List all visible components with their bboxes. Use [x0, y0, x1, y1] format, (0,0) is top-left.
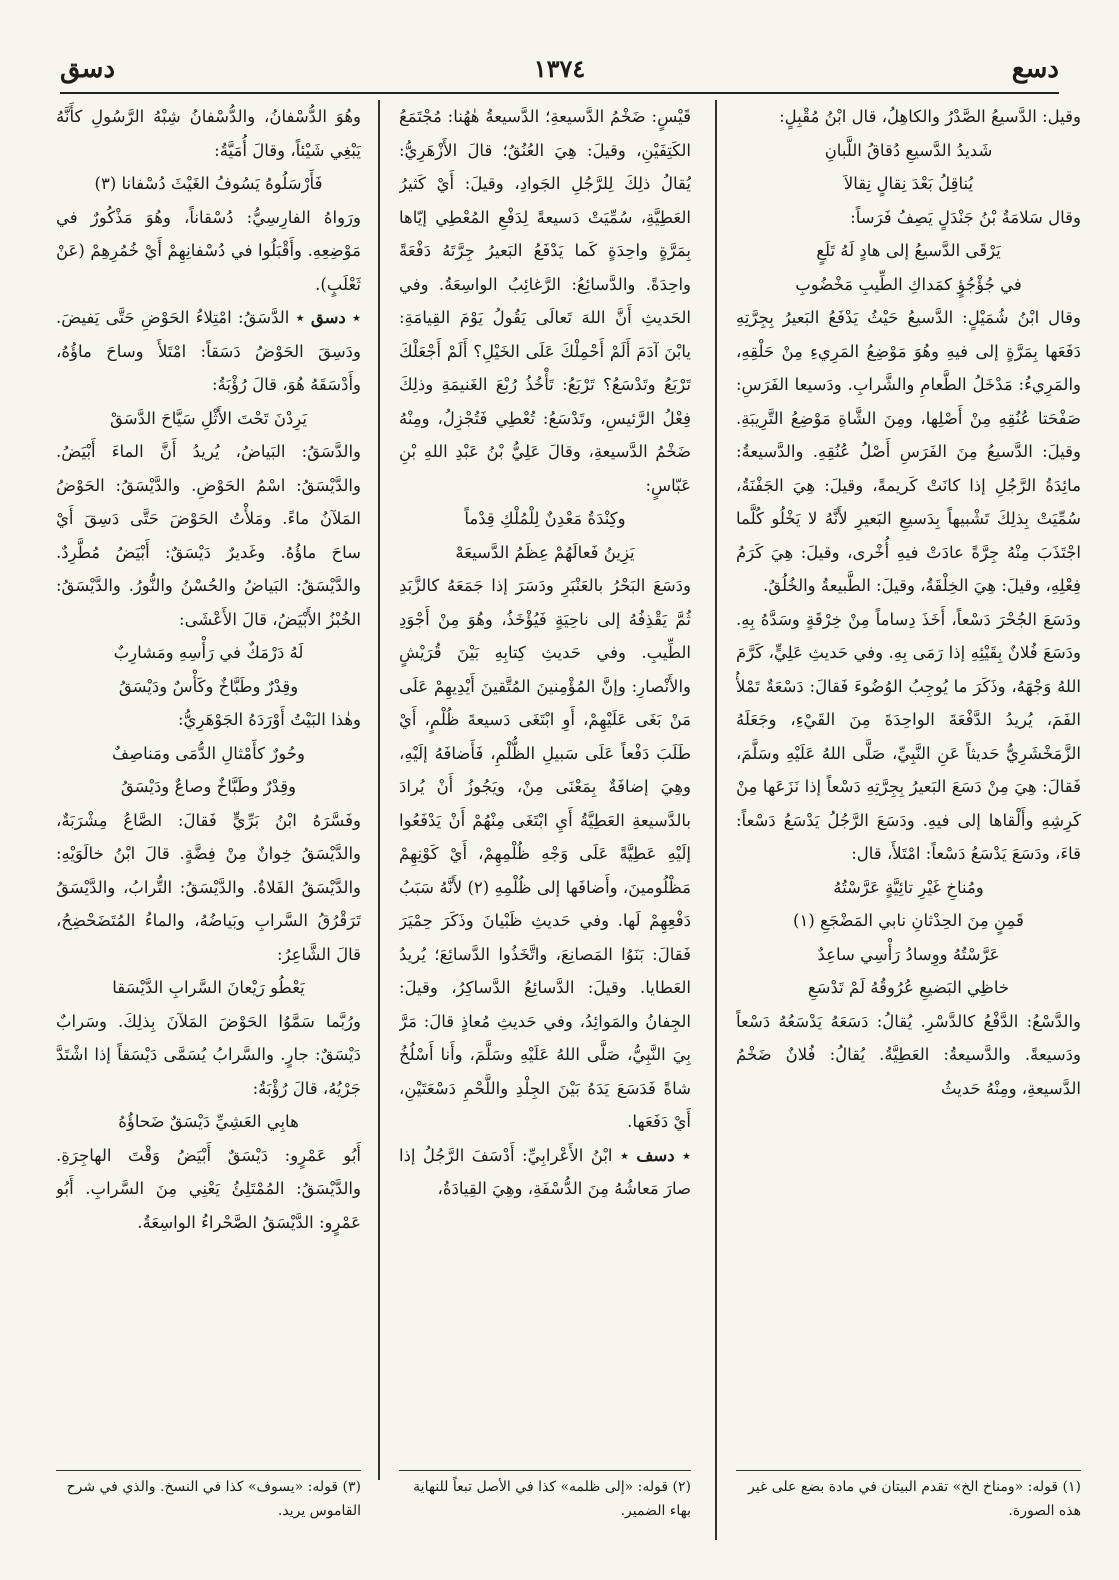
text-paragraph: ودَسَعَ البَحْرُ بالعَنْبَرِ ودَسَرَ إذا جَمَعَهُ كالزَّبَدِ ثُمَّ يَقْذِفُهُ إلى ناحِيَةٍ فَيُؤْخَذُ، وهُوَ مِنْ أَجْوَدِ الطِّيبِ. وفي حَديثِ كِتابِهِ بَيْنَ قُرَيْشٍ والأَنْصارِ: وإنَّ المُؤْمِنينَ المُتَّقينَ أَيْدِيهِمْ عَلَى مَنْ بَغَى عَلَيْهِمْ، أَوِ ابْتَغَى دَسيعةَ ظُلْمٍ، أَيْ طَلَبَ دَفْعاً عَلَى سَبيلِ الظُّلْمِ، فَأَضافَهُ إلَيْهِ، وهِيَ إضافَةٌ بِمَعْنَى مِنْ، ويَجُوزُ أَنْ يُرادَ بالدَّسيعةِ العَطِيَّةُ أَيِ ابْتَغَى مِنْهُمْ أَنْ يَدْفَعُوا إلَيْهِ عَطِيَّةً عَلَى وَجْهِ ظُلْمِهِمْ، أَيْ كَوْنِهِمْ مَظْلُومينَ، وأَضافَها إلى ظُلْمِهِ (٢) لأَنَّهُ سَبَبُ دَفْعِهِمْ لَها. وفي حَديثِ ظَبْيانَ وذَكَرَ حِمْيَرَ فَقالَ: بَنَوُا المَصانِعَ، واتَّخَذُوا الدَّسائِعَ؛ يُريدُ العَطايا. وقيلَ: الدَّسائِعُ الدَّساكِرُ، وقيلَ: الجِفانُ والمَوائِدُ، وفي حَديثِ مُعاذٍ قالَ: مَرَّ بِيَ النَّبِيُّ، صَلَّى اللهُ عَلَيْهِ وسَلَّمَ، وأَنا أَسْلُخُ شاةً فَدَسَعَ يَدَهُ بَيْنَ الجِلْدِ واللَّحْمِ دَسْعَتَيْنِ، أَيْ دَفَعَها. [399, 576, 691, 1131]
text-paragraph: وقال ابْنُ شُمَيْلٍ: الدَّسيعُ حَيْثُ يَدْفَعُ البَعيرُ بِجِرَّتِهِ دَفَعَها بِمَرَّةٍ إلى فيهِ وهُوَ مَوْضِعُ المَرِيءِ مِنْ حَلْقِهِ، والمَرِيءُ: مَدْخَلُ الطَّعامِ والشَّرابِ. ودَسيعا الفَرَسِ: صَفْحَتا عُنُقِهِ مِنْ أَصْلِها، ومِنَ الشَّاةِ مَوْضِعُ التَّرِيبَةِ. وقيلَ: الدَّسيعُ مِنَ الفَرَسِ أَصْلُ عُنُقِهِ. والدَّسيعةُ: مائِدَةُ الرَّجُلِ إذا كانَتْ كَريمةً، وقيلَ: هِيَ الجَفْنَةُ، سُمِّيَتْ بِذلِكَ تَشْبيهاً بِدَسيعِ البَعيرِ لأَنَّهُ لا يَخْلُو كُلَّما اجْتَذَبَ مِنْهُ جِرَّةً عادَتْ فيهِ أُخْرى، وقيلَ: هِيَ كَرَمُ فِعْلِهِ، وقيلَ: هِيَ الخِلْقَةُ، وقيلَ: الطَّبيعةُ والخُلُقُ. [736, 308, 1081, 595]
verse-line: قَمِنٍ مِنَ الحِدْثانِ نابي المَضْجَعِ (١) [793, 911, 1024, 930]
column-right [736, 100, 1081, 1460]
text-paragraph: ودَسَعَ الجُحْرَ دَسْعاً، أَخَذَ دِساماً مِنْ خِرْقَةٍ وسَدَّهُ بِهِ. ودَسَعَ فُلانٌ بِقَيْئِهِ إذا رَمَى بِهِ. وفي حَديثِ عَلِيٍّ، كَرَّمَ اللهُ وَجْهَهُ، وذَكَرَ ما يُوجِبُ الوُضُوءَ فَقالَ: دَسْعَةٌ تَمْلأُ الفَمَ، يُريدُ الدَّفْعَةَ الواحِدَةَ مِنَ القَيْءِ، وجَعَلَهُ الزَّمَخْشَرِيُّ حَديثاً عَنِ النَّبِيِّ، صَلَّى اللهُ عَلَيْهِ وسَلَّمَ، فَقالَ: هِيَ مِنْ دَسَعَ البَعيرُ بِجِرَّتِهِ دَسْعاً إذا نَزَعَها مِنْ كَرِشِهِ وأَلْقاها إلى فيهِ. ودَسَعَ الرَّجُلُ يَدْسَعُ دَسْعاً: قاءَ، ودَسَعَ يَدْسَعُ دَسْعاً: امْتَلأَ، قال: [736, 609, 1081, 863]
text-paragraph: وهٰذا البَيْتُ أَوْرَدَهُ الجَوْهَرِيُّ: [178, 710, 361, 729]
verse-line: شَديدُ الدَّسيعِ دُقاقُ اللَّبانِ [824, 140, 993, 160]
footnote-middle: (٢) قوله: «إلى ظلمه» كذا في الأصل تبعاً للنهاية بهاء الضمير. [399, 1470, 691, 1555]
verse-line: يَعْطُو رَيْعانَ السَّرابِ الدَّيْسَقا [112, 978, 305, 997]
verse-line: يَرِدْنَ تَحْتَ الأَثْلِ سَيَّاحَ الدَّسَقْ [109, 408, 307, 428]
text-paragraph: ورُبَّما سَمَّوُا الحَوْضَ المَلآنَ بِذلِكَ. وسَرابٌ دَيْسَقٌ: جارٍ. والسَّرابُ يُسَمَّى دَيْسَقاً إذا اشْتَدَّ جَرْيُهُ، قالَ رُؤْبَةُ: [56, 1011, 361, 1098]
entry-headword: دسف [636, 1145, 675, 1165]
text-paragraph: والدَّسَقُ: البَياضُ، يُريدُ أَنَّ الماءَ أَبْيَضُ. والدَّيْسَقُ: اسْمُ الحَوْضِ. والدَّيْسَقُ: الحَوْضُ المَلآنُ ماءً. ومَلأْتُ الحَوْضَ حَتَّى دَسِقَ أَيْ ساحَ ماؤُهُ. وغَديرٌ دَيْسَقٌ: أَبْيَضُ مُطَّرِدٌ. والدَّيْسَقُ: البَياضُ والحُسْنُ والنُّورُ. والدَّيْسَقُ: الخُبْزُ الأَبْيَضُ، قالَ الأَعْشَى: [56, 442, 361, 629]
text-paragraph: وقيل: الدَّسيعُ الصَّدْرُ والكاهِلُ، قال ابْنُ مُقْبِلٍ: [779, 107, 1081, 126]
column-divider [715, 100, 717, 1540]
column-divider [378, 100, 380, 1480]
page-header [60, 52, 1059, 94]
text-paragraph: قَيْسٍ: ضَخْمُ الدَّسيعةِ؛ الدَّسيعةُ هٰهُنا: مُجْتَمَعُ الكَتِفَيْنِ، وقيلَ: هِيَ العُنُقُ؛ قالَ الأَزْهَرِيُّ: يُقالُ ذلِكَ لِلرَّجُلِ الجَوادِ، وقيلَ: أَيْ كَثيرُ العَطِيَّةِ، سُمِّيَتْ دَسيعةً لِدَفْعِ المُعْطِي إيّاها بِمَرَّةٍ واحِدَةٍ كَما يَدْفَعُ البَعيرُ جِرَّتَهُ دَفْعَةً واحِدَةً. والدَّسائِعُ: الرَّغائِبُ الواسِعَةُ. وفي الحَديثِ أَنَّ اللهَ تَعالَى يَقُولُ يَوْمَ القِيامَةِ: يابْنَ آدَمَ أَلَمْ أَحْمِلْكَ عَلَى الخَيْلِ؟ أَلَمْ أَجْعَلْكَ تَرْبَعُ وتَدْسَعُ؟ تَرْبَعُ: تَأْخُذُ رُبْعَ الغَنيمَةِ وذلِكَ فِعْلُ الرَّئيسِ، وتَدْسَعُ: تُعْطِي فَتُجْزِلُ، ومِنْهُ ضَخْمُ الدَّسيعةِ، وقالَ عَلِيُّ بْنُ عَبْدِ اللهِ بْنِ عَبّاسٍ: [399, 107, 691, 495]
verse-line: لَهُ دَرْمَكٌ في رَأْسِهِ ومَشارِبٌ [113, 643, 304, 662]
footnote-right: (١) قوله: «ومناخ الخ» تقدم البيتان في مادة بضع على غير هذه الصورة. [736, 1470, 1081, 1555]
text-paragraph: وقال سَلامَةُ بْنُ جَنْدَلٍ يَصِفُ فَرَساً: [850, 207, 1081, 227]
text-paragraph: ورَواهُ الفارِسِيُّ: دُسْقاناً، وهُوَ مَذْكُورٌ في مَوْضِعِهِ. وأَقْبَلُوا في دُسْفانِهِمْ أَيْ خُمُرِهِمْ (عَنْ ثَعْلَبٍ). [56, 207, 361, 294]
column-left [56, 100, 361, 1460]
text-paragraph: والدَّسْعُ: الدَّفْعُ كالدَّسْرِ. يُقالُ: دَسَعَهُ يَدْسَعُهُ دَسْعاً ودَسيعةً. والدَّسيعةُ: العَطِيَّةُ. يُقالُ: فُلانٌ ضَخْمُ الدَّسيعةِ، ومِنْهُ حَديثُ [736, 1011, 1081, 1098]
header-right-keyword: دسع [1011, 54, 1059, 84]
column-middle [399, 100, 691, 1460]
entry-text: ابْنُ الأَعْرابِيِّ: أَدْسَفَ الرَّجُلُ إذا صارَ مَعاشُهُ مِنَ الدُّسْفَةِ، وهِيَ القِيادَةُ، [399, 1145, 691, 1198]
entry-paragraph: ٭ دسق ٭ الدَّسَقُ: امْتِلاءُ الحَوْضِ حَتَّى يَفيضَ. ودَسِقَ الحَوْضُ دَسَقاً: امْتَلأَ وساحَ ماؤُهُ، وأَدْسَقَهُ هُوَ، قالَ رُؤْبَةُ: [56, 308, 361, 394]
footnote-left: (٣) قوله: «يسوف» كذا في النسخ. والذي في شرح القاموس يريد. [56, 1470, 361, 1555]
verse-line: في جُؤْجُؤٍ كمَداكِ الطِّيبِ مَخْضُوبِ [795, 274, 1022, 294]
verse-line: يُناقِلُ بَعْدَ نِقالٍ نِقالاَ [843, 174, 974, 193]
entry-text: الدَّسَقُ: امْتِلاءُ الحَوْضِ حَتَّى يَفيضَ. ودَسِقَ الحَوْضُ دَسَقاً: امْتَلأَ وساحَ ماؤُهُ، وأَدْسَقَهُ هُوَ، قالَ رُؤْبَةُ: [56, 308, 361, 394]
header-left-keyword: دسق [60, 54, 116, 84]
verse-line: عَرَّسْتُهُ ووِسادُ رَأْسِي ساعِدٌ [817, 944, 1000, 964]
verse-line: وقِدْرٌ وطَبَّاخٌ وكَأْسٌ ودَيْسَقُ [118, 676, 299, 696]
verse-line: ومُناخِ غَيْرِ تائِيَّةٍ عَرَّسْتُهُ [833, 877, 984, 897]
verse-line: وكِنْدَةُ مَعْدِنٌ لِلْمُلْكِ قِدْماً [464, 509, 626, 528]
entry-paragraph: ٭ دسف ٭ ابْنُ الأَعْرابِيِّ: أَدْسَفَ الرَّجُلُ إذا صارَ مَعاشُهُ مِنَ الدُّسْفَةِ، وهِيَ القِيادَةُ، [399, 1145, 691, 1198]
verse-line: يَرْقَى الدَّسيعُ إلى هادٍ لَهُ تَلَعٍ [816, 241, 1001, 260]
text-paragraph: أَبُو عَمْرٍو: دَيْسَقٌ أَبْيَضُ وَقْتَ الهاجِرَةِ. والدَّيْسَقُ: المُمْتَلِئُ يَعْنِي مِنَ السَّرابِ. أَبُو عَمْرٍو: الدَّيْسَقُ الصَّحْراءُ الواسِعَةُ. [56, 1145, 361, 1232]
verse-line: وقِدْرٌ وطَبَّاخٌ وصاعٌ ودَيْسَقُ [120, 777, 297, 796]
text-paragraph: وفَسَّرَهُ ابْنُ بَرِّيٍّ فَقالَ: الصَّاعُ مِشْرَبَةٌ، والدَّيْسَقُ خِوانٌ مِنْ فِضَّةٍ. قالَ ابْنُ خالَوَيْهِ: والدَّيْسَقُ الفَلاةُ. والدَّيْسَقُ: التُّرابُ، والدَّيْسَقُ تَرَقْرُقُ السَّرابِ وبَياضُهُ، والماءُ المُتَضَحْضِحُ، قالَ الشَّاعِرُ: [56, 810, 361, 964]
verse-line: يَزِينُ فَعالَهُمْ عِظَمُ الدَّسيعَهْ [455, 542, 635, 562]
verse-line: وحُورٌ كأَمْثالِ الدُّمَى ومَناصِفٌ [112, 743, 305, 763]
text-paragraph: وهُوَ الدُّسْفانُ، والدُّسْفانُ شِبْهُ الرَّسُولِ كأَنَّهُ يَبْغِي شَيْئاً، وقالَ أُمَيَّةُ: [56, 107, 361, 160]
verse-line: خاظِي البَضيعِ عُرُوقُهُ لَمْ تَدْسَعِ [807, 978, 1010, 997]
verse-line: فَأَرْسَلُوهُ يَسُوفُ الغَيْثَ دُسْفانا (٣) [94, 174, 323, 193]
verse-line: هابِي العَشِيِّ دَيْسَقٌ ضَحاؤُهُ [118, 1112, 299, 1131]
entry-headword: دسق [310, 308, 346, 327]
page-number: ١٣٧٤ [533, 54, 586, 83]
